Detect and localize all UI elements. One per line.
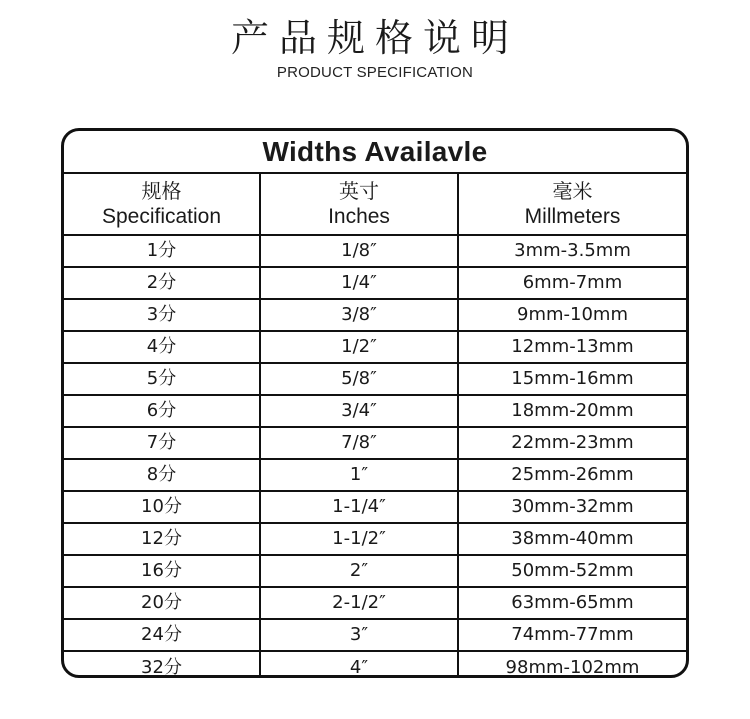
cell-inches: 1/2″ [261,332,459,362]
cell-spec: 5分 [64,364,261,394]
cell-spec: 16分 [64,556,261,586]
table-row [64,620,686,652]
cell-inches: 1″ [261,460,459,490]
column-header-zh: 规格 [141,179,182,203]
cell-inches: 1/8″ [261,236,459,266]
column-header-en: Millmeters [524,205,621,228]
table-row [64,396,686,428]
table-body [64,236,686,678]
table-row [64,492,686,524]
cell-inches: 5/8″ [261,364,459,394]
table-row [64,524,686,556]
cell-millimeters: 98mm-102mm [505,657,640,678]
cell-spec: 8分 [64,460,261,490]
column-header-zh: 英寸 [339,179,379,203]
table-row [64,268,686,300]
cell-inches: 4″ [261,652,459,678]
cell-millimeters: 30mm-32mm [511,496,634,517]
table-row [64,460,686,492]
table-header-row [64,174,686,236]
cell-inches: 2-1/2″ [261,588,459,618]
cell-spec: 7分 [64,428,261,458]
cell-spec: 3分 [64,300,261,330]
cell-spec: 10分 [64,492,261,522]
column-header-spec [64,174,261,234]
cell-spec: 12分 [64,524,261,554]
cell-inches: 3/4″ [261,396,459,426]
cell-millimeters: 12mm-13mm [511,336,634,357]
table-row [64,236,686,268]
cell-millimeters: 3mm-3.5mm [514,240,631,261]
cell-millimeters: 25mm-26mm [511,464,634,485]
cell-millimeters: 18mm-20mm [511,400,634,421]
cell-spec: 24分 [64,620,261,650]
table-row [64,588,686,620]
column-header-zh: 毫米 [552,179,593,203]
cell-inches: 1/4″ [261,268,459,298]
cell-spec: 2分 [64,268,261,298]
page-subtitle: PRODUCT SPECIFICATION [276,64,474,81]
cell-inches: 7/8″ [261,428,459,458]
table-row [64,364,686,396]
cell-millimeters: 6mm-7mm [522,272,623,293]
cell-spec: 6分 [64,396,261,426]
column-header-en: Inches [328,205,390,228]
cell-spec: 1分 [64,236,261,266]
column-header-inches [261,174,459,234]
cell-millimeters: 9mm-10mm [517,304,628,325]
cell-inches: 3″ [261,620,459,650]
cell-inches: 1-1/2″ [261,524,459,554]
cell-spec: 4分 [64,332,261,362]
cell-millimeters: 38mm-40mm [511,528,634,549]
cell-inches: 2″ [261,556,459,586]
cell-spec: 32分 [64,652,261,678]
cell-millimeters: 15mm-16mm [511,368,634,389]
cell-millimeters: 22mm-23mm [511,432,634,453]
table-row [64,300,686,332]
cell-millimeters: 63mm-65mm [511,592,634,613]
table-title: Widths Availavle [64,131,686,174]
cell-millimeters: 74mm-77mm [511,624,634,645]
table-row [64,556,686,588]
cell-millimeters: 50mm-52mm [511,560,634,581]
column-header-millimeters [459,174,686,234]
spec-table [61,128,689,678]
cell-inches: 1-1/4″ [261,492,459,522]
page-title: 产品规格说明 [230,16,519,60]
table-row [64,652,686,678]
table-row [64,332,686,364]
column-header-en: Specification [101,205,222,228]
table-row [64,428,686,460]
cell-inches: 3/8″ [261,300,459,330]
cell-spec: 20分 [64,588,261,618]
